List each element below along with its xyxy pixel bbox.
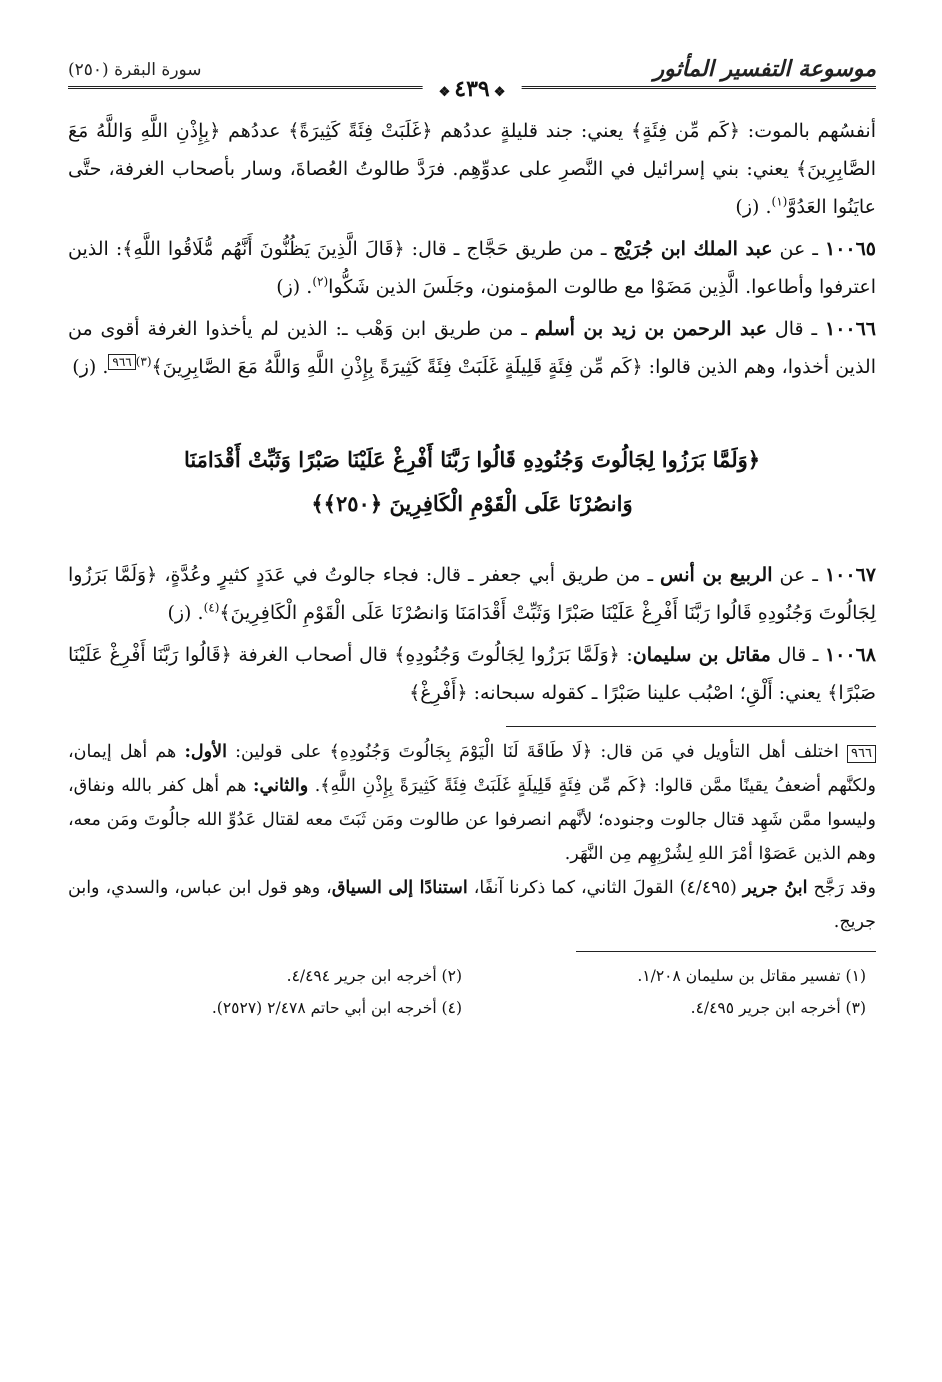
narration-10066	[68, 310, 876, 386]
note-reference-box: ٩٦٦	[108, 354, 135, 370]
narrator-name: مقاتل بن سليمان	[632, 644, 771, 666]
narrator-name: عبد الرحمن بن زيد بن أسلم	[534, 318, 768, 340]
page-number-wrap	[423, 76, 522, 102]
narration-10068	[68, 636, 876, 712]
narration-lead: ـ قال	[777, 644, 819, 666]
note-pref-tail: ، وهو قول ابن عباس، والسدي، وابن جريج.	[68, 878, 876, 932]
narration-10065	[68, 230, 876, 306]
note-label-second: والثاني:	[253, 776, 309, 796]
narration-number: ١٠٠٦٧	[824, 564, 876, 586]
editor-note-preference	[68, 871, 876, 939]
quran-verse	[68, 438, 876, 526]
note-number-box: ٩٦٦	[847, 745, 876, 763]
narration-number: ١٠٠٦٥	[824, 238, 877, 260]
narration-lead: ـ عن	[779, 564, 818, 586]
ornament-icon: ❖	[438, 85, 451, 100]
book-page	[68, 52, 876, 1332]
narration-text: ـ من طريق ابن وَهْب ـ: الذين لم يأخذوا الغرفة أقوى من الذين أخذوا، وهم الذين قالوا: ﴿كَم مِّن فِئَةٍ قَلِيلَةٍ غَلَبَتْ فِئَةً كَثِيرَةً بِإِذْنِ اللَّهِ وَاللَّهُ مَعَ الصَّابِرِينَ﴾	[68, 318, 876, 378]
editor-note	[68, 735, 876, 871]
narration-lead: ـ قال	[774, 318, 818, 340]
narrator-name: عبد الملك ابن جُرَيْج	[613, 238, 773, 260]
footnote-2: (٢) أخرجه ابن جرير ٤/٤٩٤.	[286, 967, 462, 985]
footnote-marker: (٤)	[203, 600, 220, 615]
note-separator	[506, 726, 876, 727]
note-intro: اختلف أهل التأويل في مَن قال: ﴿لَا طَاقَةَ لَنَا الْيَوْمَ بِجَالُوتَ وَجُنُودِهِ﴾ على قولين:	[235, 742, 839, 762]
narration-text: ـ من طريق أبي جعفر ـ قال: فجاء جالوتُ في عَدَدٍ كثيرٍ وعُدَّةٍ، ﴿وَلَمَّا بَرَزُوا لِجَالُوتَ وَجُنُودِهِ قَالُوا رَبَّنَا أَفْرِغْ عَلَيْنَا صَبْرًا وَثَبِّتْ أَقْدَامَنَا وَانصُرْنَا عَلَى الْقَوْمِ الْكَافِرِينَ﴾	[68, 564, 876, 624]
paragraph-text: أنفسُهم بالموت: ﴿كَم مِّن فِئَةٍ﴾ يعني: جند قليلةٍ عددُهم ﴿غَلَبَتْ فِئَةً كَثِيرَةً﴾ عددُهم ﴿بِإِذْنِ اللَّهِ وَاللَّهُ مَعَ الصَّابِرِينَ﴾ يعني: بني إسرائيل في النَّصرِ على عدوِّهِم. فرَدَّ طالوتُ العُصاةَ، وسار بأصحاب الغرفة، حتَّى عايَنُوا العَدُوَّ	[68, 120, 876, 218]
note-first-opinion: هم أهل إيمان، ولكنَّهم أضعفُ يقينًا ممَّن قالوا: ﴿كَم مِّن فِئَةٍ قَلِيلَةٍ غَلَبَتْ فِئَةً كَثِيرَةً بِإِذْنِ اللَّهِ﴾.	[68, 742, 876, 796]
ornament-icon: ❖	[493, 85, 506, 100]
verse-line-1: ﴿وَلَمَّا بَرَزُوا لِجَالُوتَ وَجُنُودِهِ قَالُوا رَبَّنَا أَفْرِغْ عَلَيْنَا صَبْرًا وَثَبِّتْ أَقْدَامَنَا	[183, 447, 761, 472]
footnote-4: (٤) أخرجه ابن أبي حاتم ٢/٤٧٨ (٢٥٢٧).	[211, 999, 462, 1017]
narrator-name: الربيع بن أنس	[660, 564, 773, 586]
note-pref-bold: استنادًا إلى السياق	[331, 878, 468, 898]
page-header	[68, 52, 876, 102]
body-text	[68, 112, 876, 1022]
narration-number: ١٠٠٦٦	[824, 318, 877, 340]
footnote-marker: (١)	[771, 194, 788, 209]
narration-text: : ﴿وَلَمَّا بَرَزُوا لِجَالُوتَ وَجُنُودِهِ﴾ قال أصحاب الغرفة ﴿قَالُوا رَبَّنَا أَفْرِغْ عَلَيْنَا صَبْرًا﴾ يعني: أَلْقِ؛ اصْبُب علينا صَبْرًا ـ كقوله سبحانه: ﴿أَفْرِغْ﴾	[68, 644, 876, 704]
footnote-3: (٣) أخرجه ابن جرير ٤/٤٩٥.	[690, 999, 866, 1017]
narration-10067	[68, 556, 876, 632]
page-number: ٤٣٩	[454, 76, 490, 102]
narration-text: ـ من طريق حَجَّاج ـ قال: ﴿قَالَ الَّذِينَ يَظُنُّونَ أَنَّهُم مُّلَاقُوا اللَّهِ﴾: الذين اعترفوا وأطاعوا. الَّذِين مَضَوْا مع طالوت المؤمنون، وجَلَسَ الذين شَكُّوا	[68, 238, 876, 298]
surah-label: سورة البقرة (٢٥٠)	[68, 60, 202, 80]
footnote-marker: (٣)	[135, 354, 152, 369]
verse-line-2: وَانصُرْنَا عَلَى الْقَوْمِ الْكَافِرِينَ ﴿٢٥٠﴾﴾	[311, 491, 633, 516]
narration-lead: ـ عن	[779, 238, 818, 260]
narration-tail: . (ز)	[276, 276, 313, 298]
narration-tail: . (ز)	[167, 602, 204, 624]
narration-tail: . (ز)	[72, 356, 109, 378]
paragraph-tail: . (ز)	[735, 196, 772, 218]
note-second-opinion: هم أهل كفر بالله ونفاق، وليسوا ممَّن شَهِد قتال جالوت وجنوده؛ لأنَّهم انصرفوا عن طالوت ومَن ثَبَتَ معه لقتال عَدُوِّ الله جالُوتَ ومَن معه، وهم الذين عَصَوْا أمْرَ اللهِ لِشُرْبِهِم مِن النَّهَر.	[68, 776, 876, 864]
work-title: موسوعة التفسير المأثور	[653, 56, 876, 82]
paragraph-0	[68, 112, 876, 226]
footnote-marker: (٢)	[312, 274, 329, 289]
footnote-1: (١) تفسير مقاتل بن سليمان ١/٢٠٨.	[637, 967, 866, 985]
note-pref-text: (٤/٤٩٥) القولَ الثاني، كما ذكرنا آنفًا،	[473, 878, 737, 898]
note-pref-name: ابنُ جرير	[742, 878, 808, 898]
note-label-first: الأول:	[184, 742, 227, 762]
footnote-separator	[576, 951, 876, 952]
footnotes	[68, 962, 876, 1022]
narration-number: ١٠٠٦٨	[824, 644, 876, 666]
note-pref-lead: وقد رَجَّح	[813, 878, 876, 898]
